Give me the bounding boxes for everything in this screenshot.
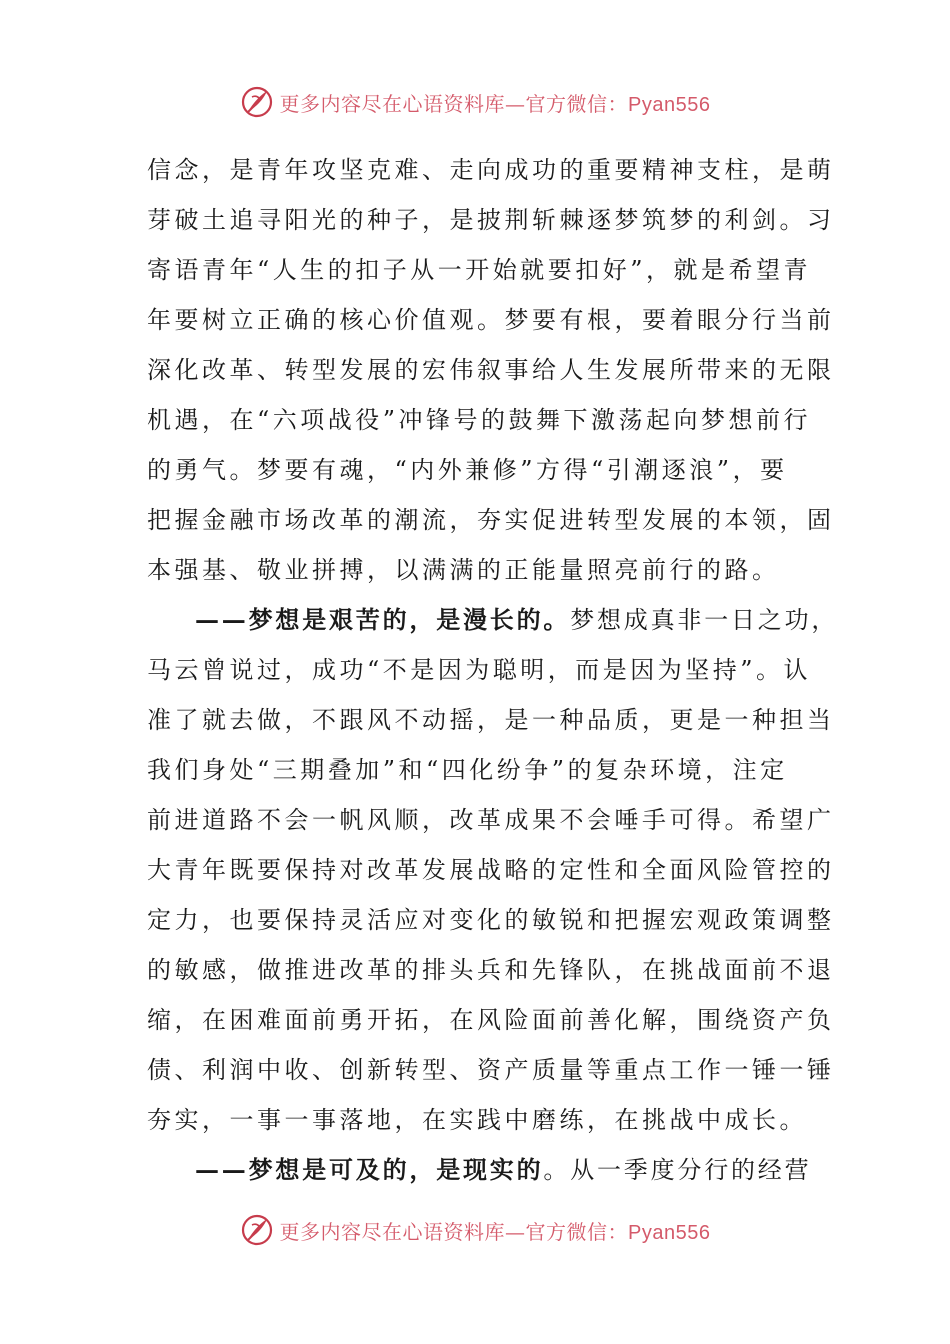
paragraph-1 <box>147 145 835 595</box>
text-line: 深化改革、转型发展的宏伟叙事给人生发展所带来的无限 <box>147 356 835 384</box>
paragraph-3 <box>147 1145 812 1195</box>
text-line: 信念，是青年攻坚克难、走向成功的重要精神支柱，是萌 <box>147 156 835 184</box>
text-line: 年要树立正确的核心价值观。梦要有根，要着眼分行当前 <box>147 306 835 334</box>
banner-text <box>280 88 711 117</box>
text-line: 定力，也要保持灵活应对变化的敏锐和把握宏观政策调整 <box>147 906 835 934</box>
document-body <box>147 145 839 1195</box>
text-line: 大青年既要保持对改革发展战略的定性和全面风险管控的 <box>147 856 835 884</box>
text-line: 机遇，在“六项战役”冲锋号的鼓舞下激荡起向梦想前行 <box>147 406 812 434</box>
banner-wechat-id: Pyan556 <box>628 1221 711 1244</box>
text-span: 梦想成真非一日之功， <box>570 606 839 634</box>
text-line: 把握金融市场改革的潮流，夯实促进转型发展的本领，固 <box>147 506 835 534</box>
text-span: 。从一季度分行的经营 <box>543 1156 812 1184</box>
quill-pen-logo-icon <box>240 85 274 119</box>
quill-pen-logo-icon <box>240 1213 274 1247</box>
text-line: 夯实，一事一事落地，在实践中磨练，在挑战中成长。 <box>147 1106 807 1134</box>
banner-wechat-id: Pyan556 <box>628 93 711 116</box>
text-line: 寄语青年“人生的扣子从一开始就要扣好”，就是希望青 <box>147 256 812 284</box>
text-line: 马云曾说过，成功“不是因为聪明，而是因为坚持”。认 <box>147 656 812 684</box>
text-line: 本强基、敬业拼搏，以满满的正能量照亮前行的路。 <box>147 556 780 584</box>
banner-slogan: 更多内容尽在心语资料库—官方微信： <box>279 91 629 116</box>
text-line: 债、利润中收、创新转型、资产质量等重点工作一锤一锤 <box>147 1056 835 1084</box>
text-line: 芽破土追寻阳光的种子，是披荆斩棘逐梦筑梦的利剑。习 <box>147 206 835 234</box>
paragraph-2 <box>147 595 839 1145</box>
paragraph-first-line <box>147 595 839 645</box>
paragraph-first-line <box>147 1145 812 1195</box>
banner-text <box>280 1216 711 1245</box>
banner-slogan: 更多内容尽在心语资料库—官方微信： <box>279 1219 629 1244</box>
header-banner <box>0 82 950 122</box>
section-heading: ——梦想是艰苦的，是漫长的。 <box>195 605 571 634</box>
section-heading: ——梦想是可及的，是现实的 <box>195 1155 544 1184</box>
text-line: 的敏感，做推进改革的排头兵和先锋队，在挑战面前不退 <box>147 956 835 984</box>
text-line: 缩，在困难面前勇开拓，在风险面前善化解，围绕资产负 <box>147 1006 835 1034</box>
text-line: 准了就去做，不跟风不动摇，是一种品质，更是一种担当 <box>147 706 835 734</box>
text-line: 的勇气。梦要有魂，“内外兼修”方得“引潮逐浪”，要 <box>147 456 788 484</box>
text-line: 我们身处“三期叠加”和“四化纷争”的复杂环境，注定 <box>147 756 788 784</box>
footer-banner <box>0 1210 950 1250</box>
text-line: 前进道路不会一帆风顺，改革成果不会唾手可得。希望广 <box>147 806 835 834</box>
